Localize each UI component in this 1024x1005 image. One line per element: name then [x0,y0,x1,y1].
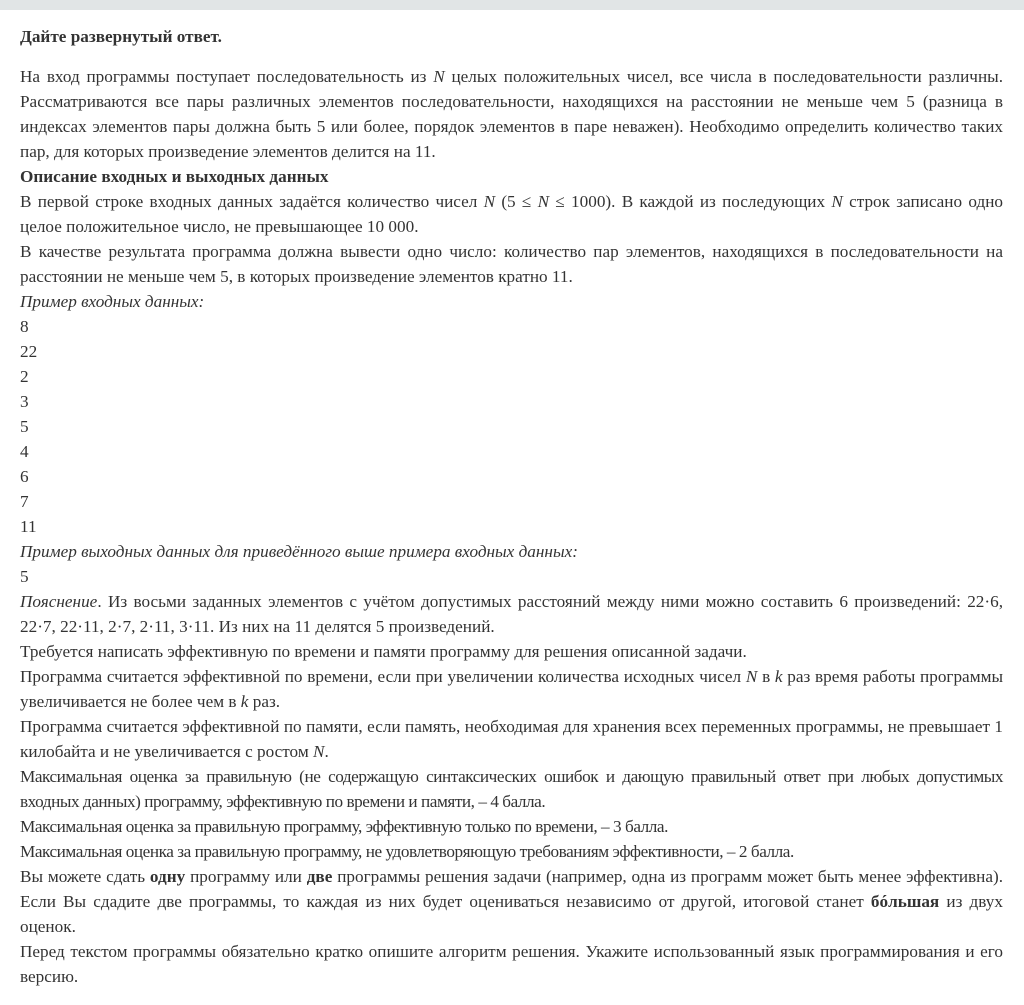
text: в [757,667,775,686]
variable: N [313,742,325,761]
emphasis: одну [149,867,186,886]
variable: k [774,667,783,686]
variable: N [831,192,843,211]
example-input-label: Пример входных данных: [20,292,205,311]
text: На вход программы поступает последовательность из [20,67,434,86]
memory-efficiency [20,714,1003,764]
submission-info [20,864,1003,939]
emphasis: бóльшая [870,892,940,911]
variable: N [537,192,550,211]
example-input-line: 8 [20,317,29,336]
variable: N [433,67,445,86]
io-heading: Описание входных и выходных данных [20,167,329,186]
text: из двух оценок. [20,892,1003,936]
task-intro [20,64,1003,164]
requirement: Требуется написать эффективную по времени и памяти программу для решения описанной задачи. [20,642,747,661]
text: раз время работы программы увеличивается не более чем в [20,667,1003,711]
example-input-line: 4 [20,442,29,461]
example-input-line: 11 [20,517,37,536]
text: . Из восьми заданных элементов с учётом допустимых расстояний между ними можно составить 6 произведений: 22·6, 22·7, 22·11, 2·7, 2·11, 3·11. Из них на 11 делятся 5 произведений. [20,592,1003,636]
example-input-line: 6 [20,467,29,486]
example-input-line: 3 [20,392,29,411]
text: программы решения задачи (например, одна из программ может быть менее эффективна). Если Вы сдадите две программы, то каждая из них будет оцениваться независимо от другой, итоговой станет [20,867,1003,911]
explanation-label: Пояснение [20,592,98,611]
example-input-line: 5 [20,417,29,436]
example-input-line: 7 [20,492,29,511]
text: В первой строке входных данных задаётся количество чисел [20,192,484,211]
scoring-item: Максимальная оценка за правильную программу, не удовлетворяющую требованиям эффективности, – 2 балла. [20,842,794,861]
final-note: Перед текстом программы обязательно кратко опишите алгоритм решения. Укажите использованный язык программирования и его версию. [20,942,1003,986]
time-efficiency [20,664,1003,714]
text: программу или [185,867,307,886]
example-input-line: 22 [20,342,38,361]
example-output-label: Пример выходных данных для приведённого выше примера входных данных: [20,542,578,561]
scoring-item: Максимальная оценка за правильную программу, эффективную только по времени, – 3 балла. [20,817,668,836]
text: раз. [248,692,281,711]
text: целых положительных чисел, все числа в последовательности различны. Рассматриваются все пары различных элементов последовательности, находящихся на расстоянии не меньше чем 5 (разница в индексах элементов пары должна быть 5 или более, порядок элементов в паре неважен). Необходимо определить количество таких пар, для которых произведение элементов делится на 11. [20,67,1003,161]
text: (5 ≤ [495,192,538,211]
example-input-line: 2 [20,367,29,386]
task-content [20,24,1003,989]
text: Программа считается эффективной по памяти, если память, необходимая для хранения всех переменных программы, не превышает 1 килобайта и не увеличивается с ростом [20,717,1003,761]
text: строк записано одно целое положительное число, не превышающее 10 000. [20,192,1003,236]
variable: k [240,692,249,711]
variable: N [745,667,758,686]
text: . [324,742,329,761]
scoring-item: Максимальная оценка за правильную (не содержащую синтаксических ошибок и дающую правильный ответ при любых допустимых входных данных) программу, эффективную по времени и памяти, – 4 балла. [20,767,1003,811]
text: ≤ 1000). В каждой из последующих [549,192,832,211]
input-description [20,189,1003,239]
emphasis: две [306,867,333,886]
explanation [20,589,1003,639]
text: Программа считается эффективной по времени, если при увеличении количества исходных чисел [20,667,746,686]
task-heading: Дайте развернутый ответ. [20,27,222,46]
example-output-value: 5 [20,567,29,586]
variable: N [483,192,496,211]
output-description: В качестве результата программа должна вывести одно число: количество пар элементов, находящихся в последовательности на расстоянии не меньше чем 5, в которых произведение элементов кратно 11. [20,242,1003,286]
text: Вы можете сдать [20,867,150,886]
top-bar [0,0,1024,10]
